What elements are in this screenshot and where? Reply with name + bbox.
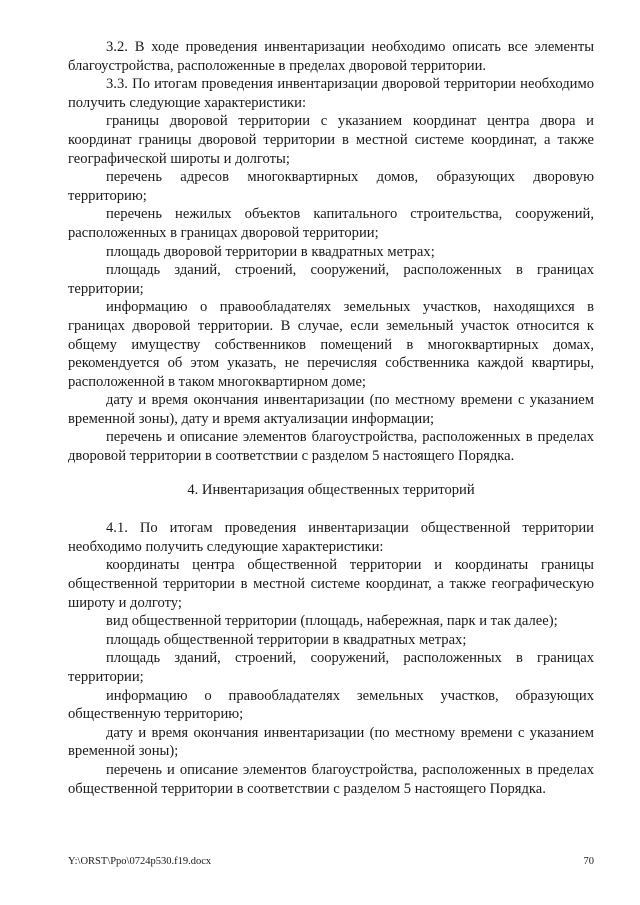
footer-file-path: Y:\ORST\Ppo\0724p530.f19.docx <box>68 856 212 867</box>
list-item-nonresidential-objects: перечень нежилых объектов капитального строительства, сооружений, расположенных в границах дворовой территории; <box>68 206 594 241</box>
section-heading: 4. Инвентаризация общественных территорий <box>187 481 475 498</box>
document-body <box>68 38 594 798</box>
list-item-house-addresses: перечень адресов многоквартирных домов, образующих дворовую территорию; <box>68 169 594 204</box>
list-item-public-inventory-date: дату и время окончания инвентаризации (по местному времени с указанием временной зоны); <box>68 724 594 760</box>
page-number: 70 <box>583 856 594 867</box>
list-item-improvement-elements: перечень и описание элементов благоустройства, расположенных в пределах дворовой территории в соответствии с разделом 5 настоящего Порядка. <box>68 429 594 465</box>
paragraph-4-1: 4.1. По итогам проведения инвентаризации общественной территории необходимо получить следующие характеристики: <box>68 520 594 555</box>
list-item-yard-area: площадь дворовой территории в квадратных метрах; <box>106 243 435 260</box>
paragraph-3-2: 3.2. В ходе проведения инвентаризации необходимо описать все элементы благоустройства, расположенные в пределах дворовой территории. <box>68 39 594 74</box>
section-gap <box>68 499 594 519</box>
list-item-inventory-date: дату и время окончания инвентаризации (по местному времени с указанием временной зоны), дату и время актуализации информации; <box>68 392 594 427</box>
section-gap <box>68 466 594 481</box>
list-item-public-buildings-area: площадь зданий, строений, сооружений, расположенных в границах территории; <box>68 650 594 685</box>
paragraph-3-3: 3.3. По итогам проведения инвентаризации дворовой территории необходимо получить следующие характеристики: <box>68 76 594 111</box>
list-item-yard-boundaries: границы дворовой территории с указанием координат центра двора и координат границы дворовой территории в местной системе координат, а также географической широты и долготы; <box>68 113 594 167</box>
list-item-public-land-owners: информацию о правообладателях земельных участков, образующих общественную территорию; <box>68 687 594 723</box>
list-item-public-improvement-elements: перечень и описание элементов благоустройства, расположенных в пределах общественной территории в соответствии с разделом 5 настоящего Порядка. <box>68 761 594 797</box>
list-item-land-owners: информацию о правообладателях земельных участков, находящихся в границах дворовой территории. В случае, если земельный участок относится к общему имуществу собственников помещений в многоквартирных домах, рекомендуется об этом указать, не перечисляя собственника каждой квартиры, расположенной в таком многоквартирном доме; <box>68 299 594 390</box>
list-item-buildings-area: площадь зданий, строений, сооружений, расположенных в границах территории; <box>68 262 594 297</box>
page-footer <box>68 855 594 868</box>
list-item-public-area: площадь общественной территории в квадратных метрах; <box>106 631 467 648</box>
list-item-public-coordinates: координаты центра общественной территории и координаты границы общественной территории в местной системе координат, а также географическую широту и долготу; <box>68 557 594 611</box>
list-item-public-type: вид общественной территории (площадь, набережная, парк и так далее); <box>106 613 558 630</box>
